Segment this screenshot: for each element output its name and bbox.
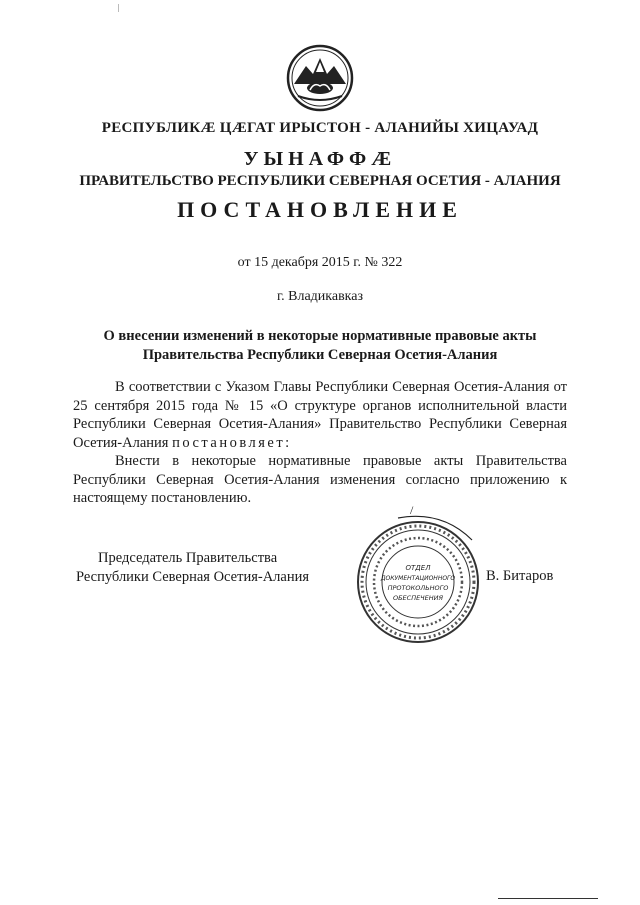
stamp-text-line-2: ДОКУМЕНТАЦИОННОГО xyxy=(380,575,456,582)
stamp-text-line-4: ОБЕСПЕЧЕНИЯ xyxy=(392,594,444,602)
subject-line-2: Правительства Республики Северная Осетия-Алания xyxy=(142,347,498,363)
header-government-name: ПРАВИТЕЛЬСТВО РЕСПУБЛИКИ СЕВЕРНАЯ ОСЕТИЯ - АЛАНИЯ xyxy=(79,173,561,189)
body-paragraph-1-text: В соответствии с Указом Главы Республики Северная Осетия-Алания от 25 сентября 2015 года № 15 «О структуре органов исполнительной власти Республики Северная Осетия-Алания» Правительство Республики Северная Осетия-Алания xyxy=(73,379,567,451)
document-type-title: ПОСТАНОВЛЕНИЕ xyxy=(177,197,463,222)
body-paragraph-1-resolution: постановляет: xyxy=(172,434,292,451)
header-line-ossetian: РЕСПУБЛИКӔ ЦӔГАТ ИРЫСТОН - АЛАНИЙЫ ХИЦАУАД xyxy=(101,120,539,136)
stamp-text-line-1: ОТДЕЛ xyxy=(405,564,431,572)
coat-of-arms-emblem xyxy=(286,44,354,112)
official-stamp xyxy=(352,510,484,658)
signatory-title xyxy=(76,549,309,586)
stamp-text-line-3: ПРОТОКОЛЬНОГО xyxy=(387,584,449,592)
header-title-ossetian: УЫНАФФӔ xyxy=(243,148,397,170)
body-paragraph-1 xyxy=(73,378,567,452)
document-date-number: от 15 декабря 2015 г. № 322 xyxy=(237,255,403,270)
body-paragraph-2: Внести в некоторые нормативные правовые акты Правительства Республики Северная Осетия-Алания изменения согласно приложению к настоящему постановлению. xyxy=(73,453,567,506)
document-subject xyxy=(70,327,570,365)
signatory-title-line-1: Председатель Правительства xyxy=(98,550,278,566)
signatory-name: В. Битаров xyxy=(486,568,554,584)
signatory-title-line-2: Республики Северная Осетия-Алания xyxy=(76,568,310,585)
scan-mark xyxy=(118,4,119,12)
document-city: г. Владикавказ xyxy=(276,289,364,304)
subject-line-1: О внесении изменений в некоторые нормативные правовые акты xyxy=(103,328,537,344)
document-body xyxy=(73,378,567,508)
footer-rule xyxy=(498,898,598,899)
handwritten-mark: / xyxy=(410,503,414,517)
